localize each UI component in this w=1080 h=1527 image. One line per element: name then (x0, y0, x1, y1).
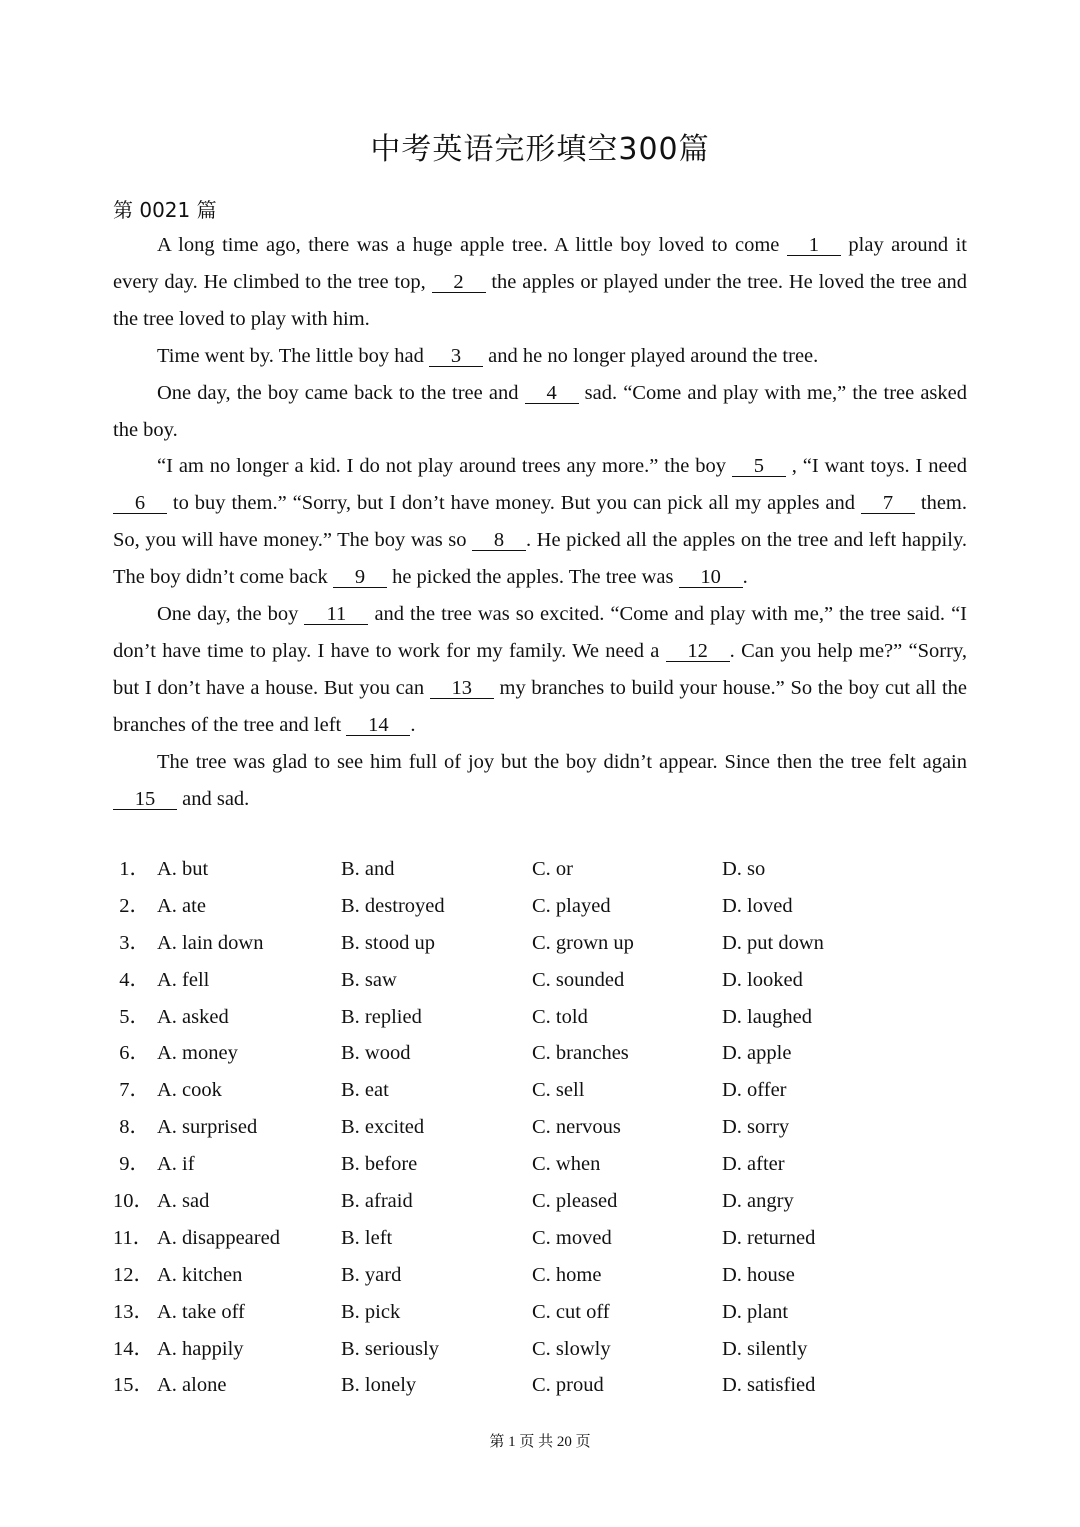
option-b: B. lonely (341, 1374, 417, 1397)
question-number: 8． (119, 1116, 150, 1139)
option-a: A. asked (157, 1005, 229, 1028)
passage-text: . Can you help me?” “Sorry, but I don’t have a house. But you can (113, 639, 967, 699)
blank-11: 11 (304, 604, 368, 625)
option-a: A. if (157, 1153, 195, 1176)
option-c: C. nervous (532, 1116, 621, 1139)
option-d: D. put down (722, 931, 824, 954)
paragraph (113, 375, 967, 449)
option-a: A. surprised (157, 1116, 258, 1139)
blank-12: 12 (666, 641, 730, 662)
option-row (113, 1257, 973, 1294)
option-a: A. take off (157, 1300, 245, 1323)
question-number: 10． (113, 1190, 154, 1213)
paragraph (113, 744, 967, 818)
option-c: C. told (532, 1005, 588, 1028)
page-footer: 第 1 页 共 20 页 (489, 1434, 591, 1450)
question-number: 12． (113, 1263, 154, 1286)
passage-text: , “I want toys. I need (785, 455, 967, 478)
section-label: 第 0021 篇 (113, 198, 217, 222)
blank-1: 1 (787, 235, 841, 256)
question-number: 1． (119, 858, 150, 880)
passage-text: to buy them.” “Sorry, but I don’t have money. But you can pick all my apples and (167, 492, 861, 515)
passage-text: them. So, you will have money.” The boy was so (113, 492, 967, 552)
passage-text: . (742, 566, 748, 589)
option-a: A. kitchen (157, 1263, 243, 1286)
option-row (113, 1072, 973, 1109)
blank-14: 14 (346, 715, 410, 736)
passage-text: Time went by. The little boy had (157, 344, 429, 367)
option-d: D. so (722, 858, 766, 880)
blank-3: 3 (429, 346, 483, 367)
option-a: A. money (157, 1042, 238, 1065)
blank-10: 10 (679, 567, 743, 588)
passage-text: he picked the apples. The tree was (386, 566, 679, 589)
option-row (113, 925, 973, 962)
question-number: 2． (119, 894, 150, 917)
option-c: C. branches (532, 1042, 629, 1065)
option-c: C. when (532, 1153, 601, 1176)
question-number: 4． (119, 968, 150, 991)
option-b: B. stood up (341, 931, 435, 954)
question-number: 14． (113, 1337, 154, 1360)
option-d: D. after (722, 1153, 785, 1176)
passage-text: and he no longer played around the tree. (483, 344, 819, 367)
question-number: 13． (113, 1300, 154, 1323)
passage-text: sad. “Come and play with me,” the tree asked the boy. (113, 381, 967, 441)
passage-text: and sad. (177, 787, 250, 810)
option-row (113, 1109, 973, 1146)
option-b: B. and (341, 858, 395, 880)
blank-7: 7 (861, 493, 915, 514)
blank-8: 8 (472, 530, 526, 551)
passage-text: . (410, 713, 416, 736)
option-b: B. excited (341, 1116, 425, 1139)
option-b: B. pick (341, 1300, 401, 1323)
question-number: 6． (119, 1042, 150, 1065)
option-c: C. sell (532, 1079, 585, 1102)
option-a: A. ate (157, 894, 206, 917)
option-b: B. destroyed (341, 894, 445, 917)
passage-text: A long time ago, there was a huge apple tree. A little boy loved to come (157, 234, 787, 256)
option-b: B. saw (341, 968, 397, 991)
option-d: D. satisfied (722, 1374, 816, 1397)
option-a: A. cook (157, 1079, 222, 1102)
option-row (113, 1035, 973, 1072)
question-number: 3． (119, 931, 150, 954)
blank-2: 2 (432, 272, 486, 293)
paragraph (113, 338, 967, 375)
question-number: 7． (119, 1079, 150, 1102)
option-row (113, 962, 973, 999)
option-c: C. grown up (532, 931, 634, 954)
option-b: B. wood (341, 1042, 411, 1065)
paragraph (113, 227, 967, 338)
option-d: D. returned (722, 1226, 816, 1249)
option-a: A. but (157, 858, 209, 880)
question-number: 5． (119, 1005, 150, 1028)
option-a: A. alone (157, 1374, 227, 1397)
blank-15: 15 (113, 789, 177, 810)
option-c: C. pleased (532, 1190, 618, 1213)
option-d: D. angry (722, 1190, 794, 1213)
option-a: A. sad (157, 1190, 210, 1213)
passage-text: One day, the boy (157, 603, 305, 626)
option-row (113, 999, 973, 1036)
passage-text: “I am no longer a kid. I do not play around trees any more.” the boy (157, 455, 732, 478)
options-list (113, 851, 973, 1404)
option-d: D. loved (722, 894, 793, 917)
option-b: B. seriously (341, 1337, 439, 1360)
paragraph (113, 448, 967, 596)
blank-9: 9 (333, 567, 387, 588)
passage (113, 227, 967, 818)
option-row (113, 851, 973, 888)
passage-text: The tree was glad to see him full of joy but the boy didn’t appear. Since then the tree felt again (157, 750, 967, 773)
blank-4: 4 (525, 383, 579, 404)
blank-13: 13 (430, 678, 494, 699)
option-b: B. yard (341, 1263, 402, 1286)
option-a: A. fell (157, 968, 210, 991)
option-d: D. looked (722, 968, 803, 991)
option-b: B. before (341, 1153, 418, 1176)
option-row (113, 1367, 973, 1404)
option-d: D. offer (722, 1079, 787, 1102)
paragraph (113, 596, 967, 744)
option-d: D. apple (722, 1042, 792, 1065)
option-c: C. cut off (532, 1300, 610, 1323)
option-d: D. laughed (722, 1005, 812, 1028)
option-c: C. moved (532, 1226, 612, 1249)
option-row (113, 1183, 973, 1220)
page-title: 中考英语完形填空300篇 (370, 132, 710, 167)
passage-text: my branches to build your house.” So the boy cut all the branches of the tree and left (113, 676, 967, 736)
passage-text: and the tree was so excited. “Come and play with me,” the tree said. “I don’t have time to play. I have to work for my family. We need a (113, 603, 968, 662)
option-b: B. eat (341, 1079, 389, 1102)
option-a: A. lain down (157, 931, 264, 954)
option-b: B. afraid (341, 1190, 413, 1213)
option-d: D. plant (722, 1300, 789, 1323)
option-c: C. proud (532, 1374, 604, 1397)
option-row (113, 1331, 973, 1368)
option-a: A. disappeared (157, 1226, 280, 1249)
blank-6: 6 (113, 493, 167, 514)
blank-5: 5 (732, 456, 786, 477)
option-a: A. happily (157, 1337, 244, 1360)
option-d: D. sorry (722, 1116, 790, 1139)
option-row (113, 1146, 973, 1183)
option-c: C. home (532, 1263, 602, 1286)
option-d: D. silently (722, 1337, 808, 1360)
question-number: 9． (119, 1153, 150, 1176)
option-row (113, 1220, 973, 1257)
passage-text: play around it every day. He climbed to the tree top, (113, 234, 967, 293)
option-b: B. left (341, 1226, 393, 1249)
option-row (113, 1294, 973, 1331)
passage-text: the apples or played under the tree. He loved the tree and the tree loved to play with him. (113, 270, 967, 330)
option-c: C. slowly (532, 1337, 611, 1360)
option-d: D. house (722, 1263, 795, 1286)
option-c: C. played (532, 894, 611, 917)
question-number: 15． (113, 1374, 154, 1397)
option-c: C. sounded (532, 968, 625, 991)
passage-text: . He picked all the apples on the tree and left happily. The boy didn’t come back (113, 529, 967, 589)
option-c: C. or (532, 858, 573, 880)
option-row (113, 888, 973, 925)
question-number: 11． (113, 1226, 154, 1249)
option-b: B. replied (341, 1005, 422, 1028)
passage-text: One day, the boy came back to the tree and (157, 381, 525, 404)
